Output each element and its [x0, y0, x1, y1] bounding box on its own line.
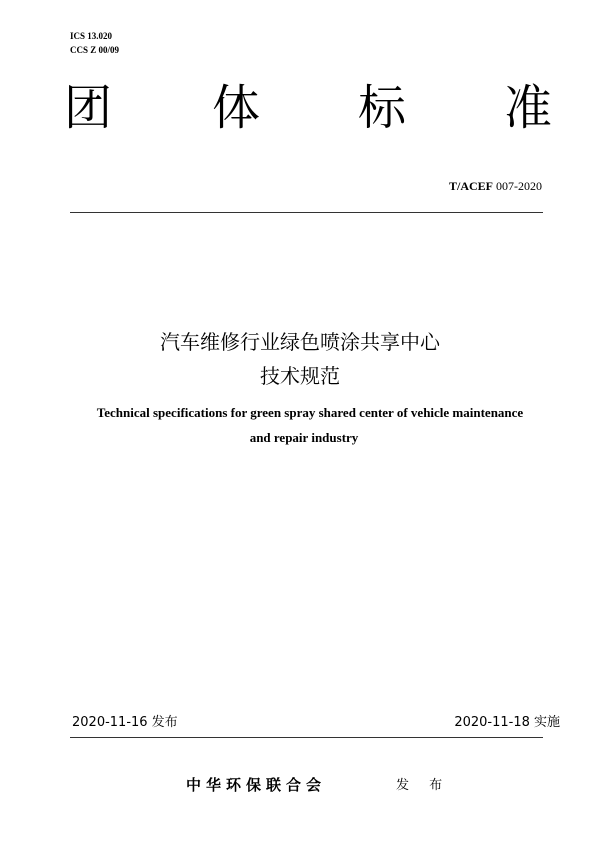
heading-char-1: 团 [64, 80, 113, 136]
title-zh-line-1: 汽车维修行业绿色喷涂共享中心 [160, 330, 440, 354]
ccs-code: CCS Z 00/09 [70, 45, 120, 55]
standard-type-heading [64, 80, 554, 140]
heading-char-4: 准 [504, 80, 553, 136]
implementation-date: 2020-11-18 实施 [454, 715, 560, 730]
issue-date: 2020-11-16 发布 [72, 715, 178, 730]
title-zh-line-2: 技术规范 [260, 364, 340, 388]
ics-code: ICS 13.020 [70, 31, 113, 41]
publish-label: 发 布 [396, 778, 451, 793]
bottom-divider [70, 737, 543, 738]
top-divider [70, 212, 543, 213]
title-en-line-2: and repair industry [249, 430, 359, 445]
standard-number-value: 007-2020 [496, 179, 542, 193]
heading-char-2: 体 [212, 80, 261, 136]
title-en-line-1: Technical specifications for green spray shared center of vehicle maintenance [96, 405, 524, 420]
heading-char-3: 标 [358, 80, 407, 136]
publisher-name: 中华环保联合会 [186, 776, 327, 794]
standard-number-prefix: T/ACEF [448, 179, 493, 193]
standard-number [449, 179, 542, 193]
